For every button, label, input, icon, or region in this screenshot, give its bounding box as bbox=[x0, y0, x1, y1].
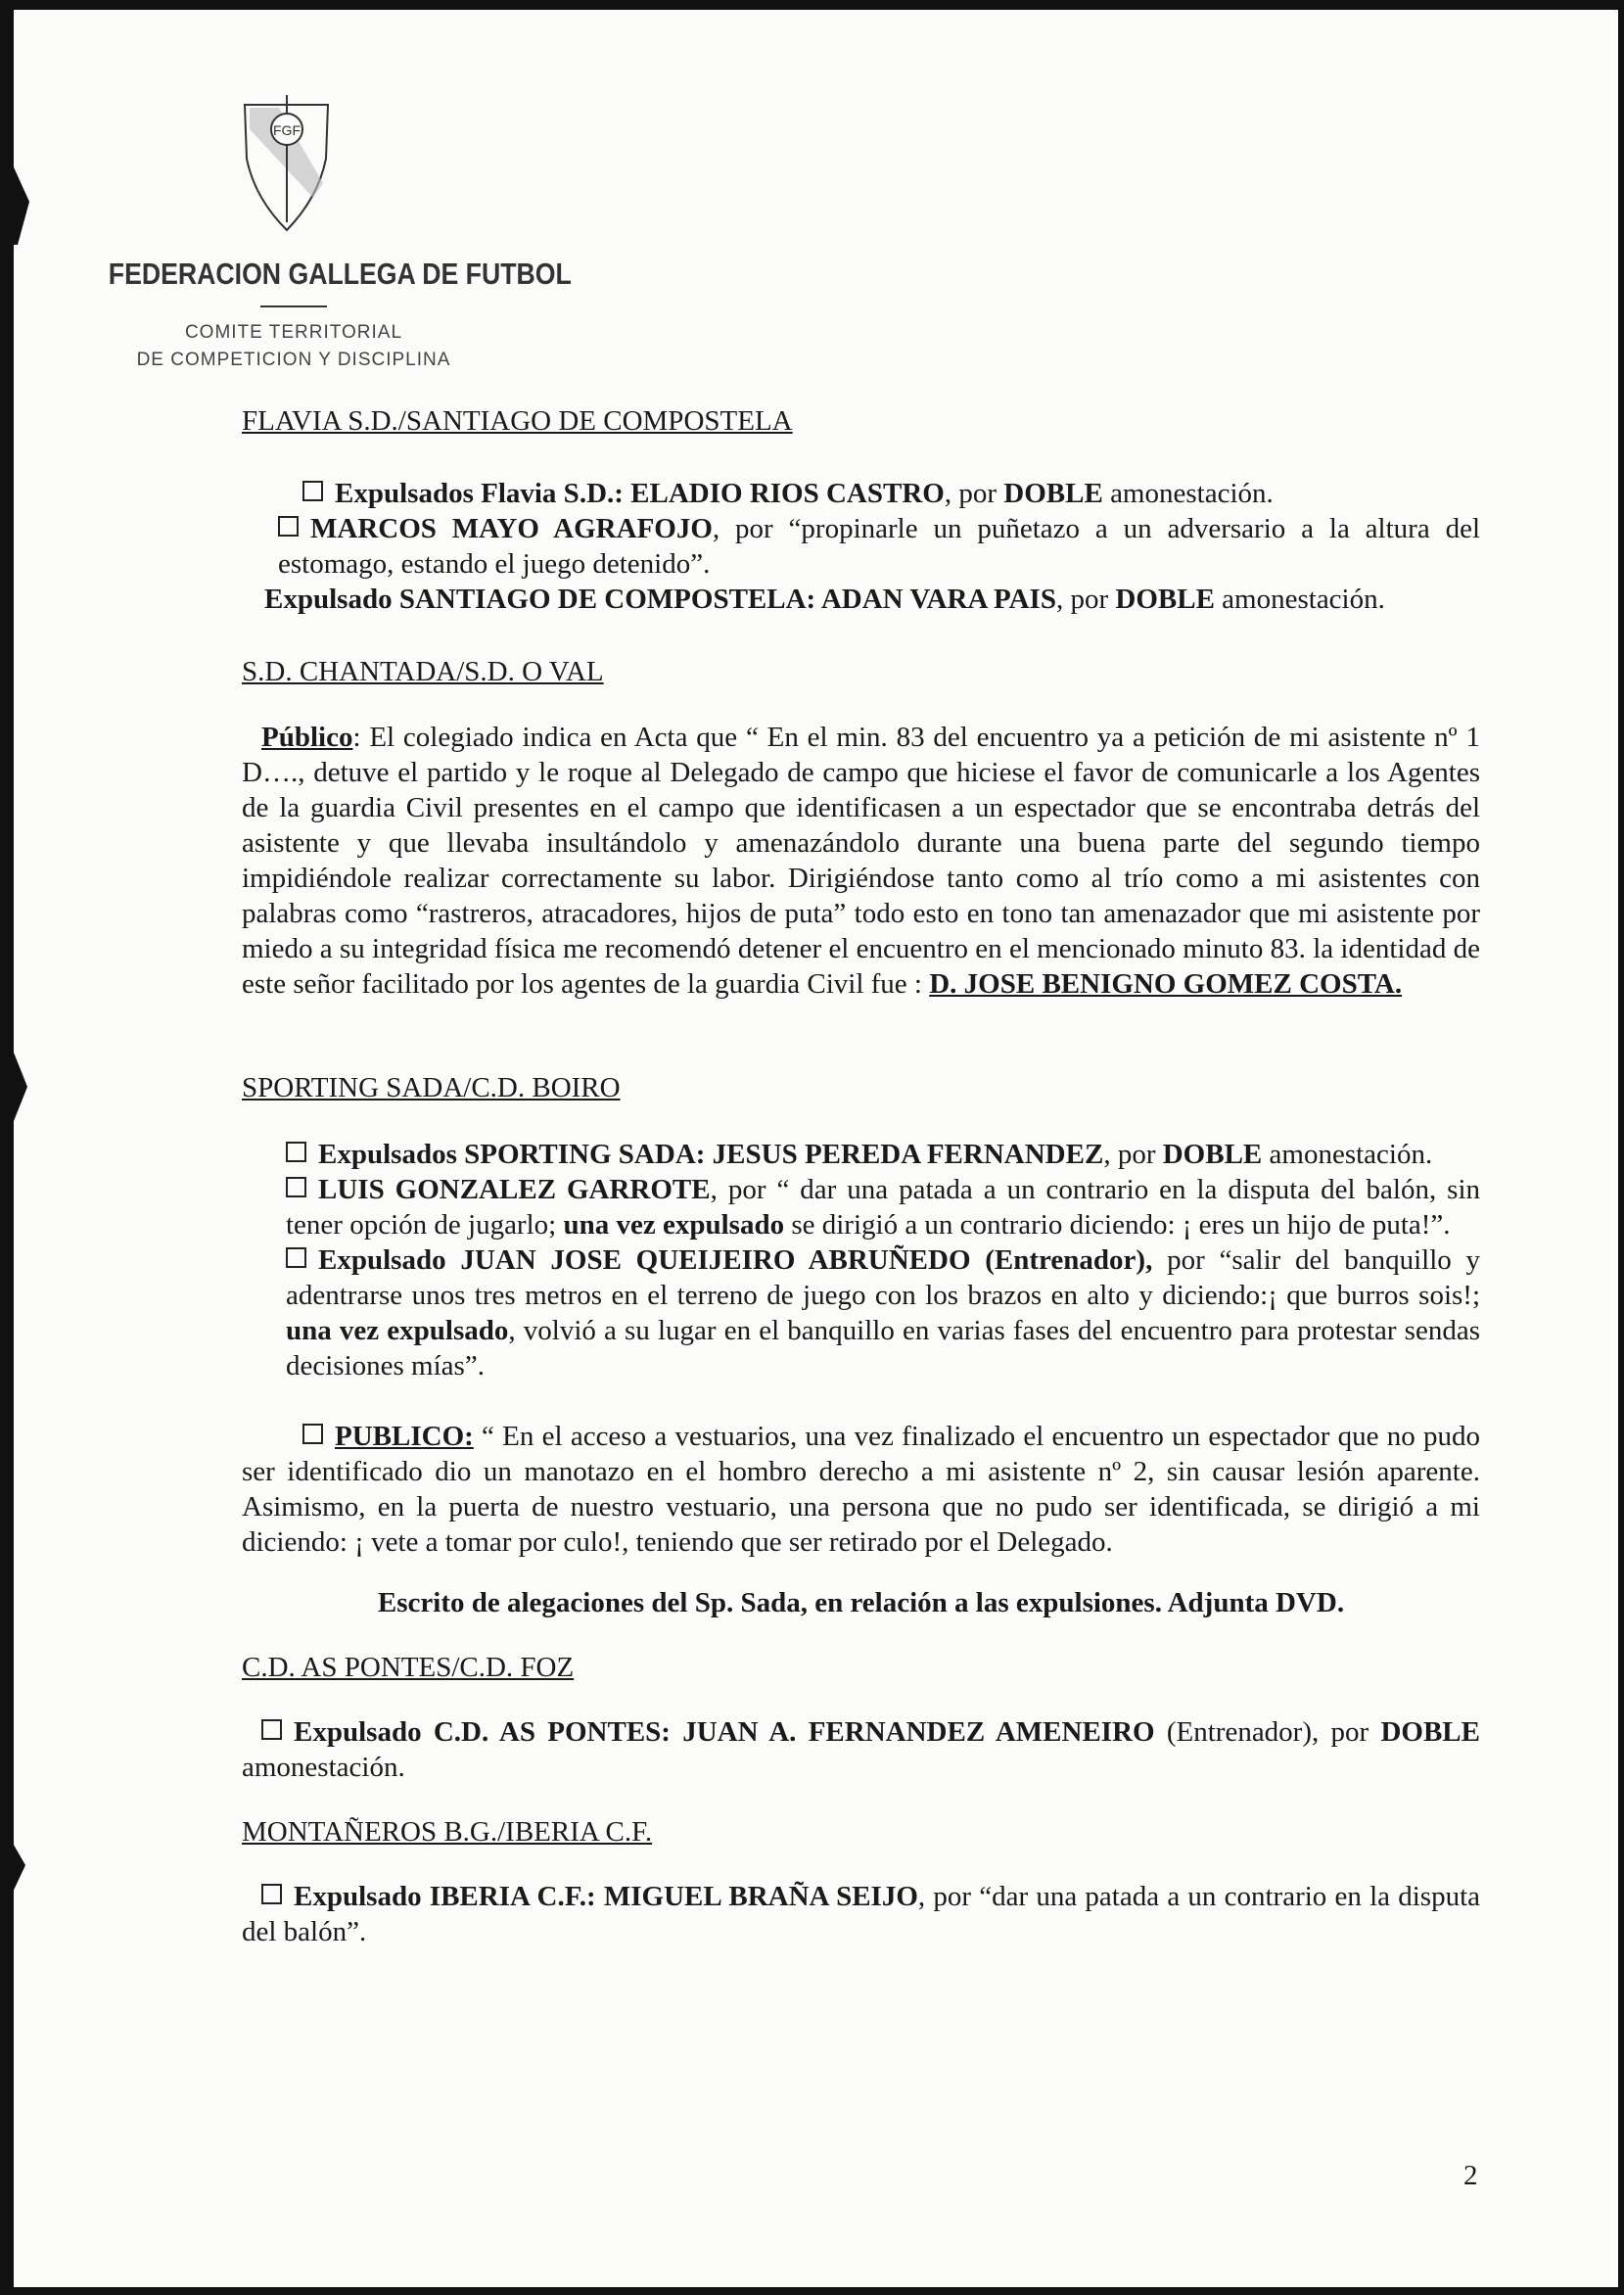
list-item: Expulsado SANTIAGO DE COMPOSTELA: ADAN VARA PAIS, por DOBLE amonestación. bbox=[264, 584, 1385, 615]
document-body bbox=[242, 403, 1480, 1949]
note: Escrito de alegaciones del Sp. Sada, en relación a las expulsiones. Adjunta DVD. bbox=[377, 1587, 1345, 1618]
committee-line-1: COMITE TERRITORIAL bbox=[184, 322, 403, 343]
list-item: Expulsados SPORTING SADA: JESUS PEREDA FERNANDEZ, por DOBLE amonestación. bbox=[242, 1137, 1480, 1172]
paragraph: PUBLICO: “ En el acceso a vestuarios, una vez finalizado el encuentro un espectador que no pudo ser identificado dio un manotazo en el hombro derecho a mi asistente nº 2, sin causar lesión aparente. Asimismo, en la puerta de nuestro vestuario, una persona que no pudo ser identificada, se dirigió a mi diciendo: ¡ vete a tomar por culo!, teniendo que ser retirado por el Delegado. bbox=[242, 1421, 1480, 1558]
org-name: FEDERACION GALLEGA DE FUTBOL bbox=[108, 257, 572, 291]
list-item: Expulsados Flavia S.D.: ELADIO RIOS CASTRO, por DOBLE amonestación. bbox=[242, 476, 1480, 511]
section-title: C.D. AS PONTES/C.D. FOZ bbox=[242, 1652, 575, 1683]
list-item: Expulsado JUAN JOSE QUEIJEIRO ABRUÑEDO (Entrenador), por “salir del banquillo y adentrarse unos tres metros en el terreno de juego con los brazos en alto y diciendo:¡ que burros sois!; una vez expulsado, volvió a su lugar en el banquillo en varias fases del encuentro para protestar sendas decisiones mías”. bbox=[286, 1244, 1480, 1382]
checkbox-bullet-icon bbox=[278, 516, 299, 537]
checkbox-bullet-icon bbox=[286, 1142, 306, 1162]
paragraph: Público: El colegiado indica en Acta que “ En el min. 83 del encuentro ya a petición de mi asistente nº 1 D…., detuve el partido y le roque al Delegado de campo que hiciese el favor de comunicarle a los Agentes de la guardia Civil presentes en el campo que identificasen a un espectador que se encontraba detrás del asistente y que llevaba insultándolo y amenazándolo durante una buena parte del segundo tiempo impidiéndole realizar correctamente su labor. Dirigiéndose tanto como al trío como a mi asistentes con palabras como “rastreros, atracadores, hijos de puta” todo esto en tono tan amenazador que mi asistente por miedo a su integridad física me recomendó detener el encuentro en el mencionado minuto 83. la identidad de este señor facilitado por los agentes de la guardia Civil fue : D. JOSE BENIGNO GOMEZ COSTA. bbox=[242, 722, 1480, 1000]
checkbox-bullet-icon bbox=[286, 1247, 306, 1268]
section-title: MONTAÑEROS B.G./IBERIA C.F. bbox=[242, 1816, 653, 1848]
section-title: FLAVIA S.D./SANTIAGO DE COMPOSTELA bbox=[242, 405, 793, 437]
divider bbox=[260, 305, 327, 307]
federation-crest-logo bbox=[240, 90, 333, 232]
letterhead bbox=[78, 257, 572, 374]
committee-line-2: DE COMPETICION Y DISCIPLINA bbox=[136, 350, 451, 370]
checkbox-bullet-icon bbox=[261, 1884, 282, 1904]
checkbox-bullet-icon bbox=[261, 1719, 282, 1740]
section-title: S.D. CHANTADA/S.D. O VAL bbox=[242, 656, 604, 687]
checkbox-bullet-icon bbox=[286, 1177, 306, 1197]
checkbox-bullet-icon bbox=[302, 481, 323, 501]
list-item: Expulsado C.D. AS PONTES: JUAN A. FERNANDEZ AMENEIRO (Entrenador), por DOBLE amonestación. bbox=[242, 1716, 1480, 1783]
svg-text:FGF: FGF bbox=[273, 122, 301, 138]
page-number: 2 bbox=[1463, 2160, 1478, 2191]
list-item: Expulsado IBERIA C.F.: MIGUEL BRAÑA SEIJO, por “dar una patada a un contrario en la disputa del balón”. bbox=[242, 1881, 1480, 1947]
list-item: MARCOS MAYO AGRAFOJO, por “propinarle un puñetazo a un adversario a la altura del estomago, estando el juego detenido”. bbox=[278, 513, 1481, 580]
list-item: LUIS GONZALEZ GARROTE, por “ dar una patada a un contrario en la disputa del balón, sin tener opción de jugarlo; una vez expulsado se dirigió a un contrario diciendo: ¡ eres un hijo de puta!”. bbox=[286, 1174, 1480, 1241]
checkbox-bullet-icon bbox=[302, 1424, 323, 1444]
section-title: SPORTING SADA/C.D. BOIRO bbox=[242, 1072, 621, 1103]
